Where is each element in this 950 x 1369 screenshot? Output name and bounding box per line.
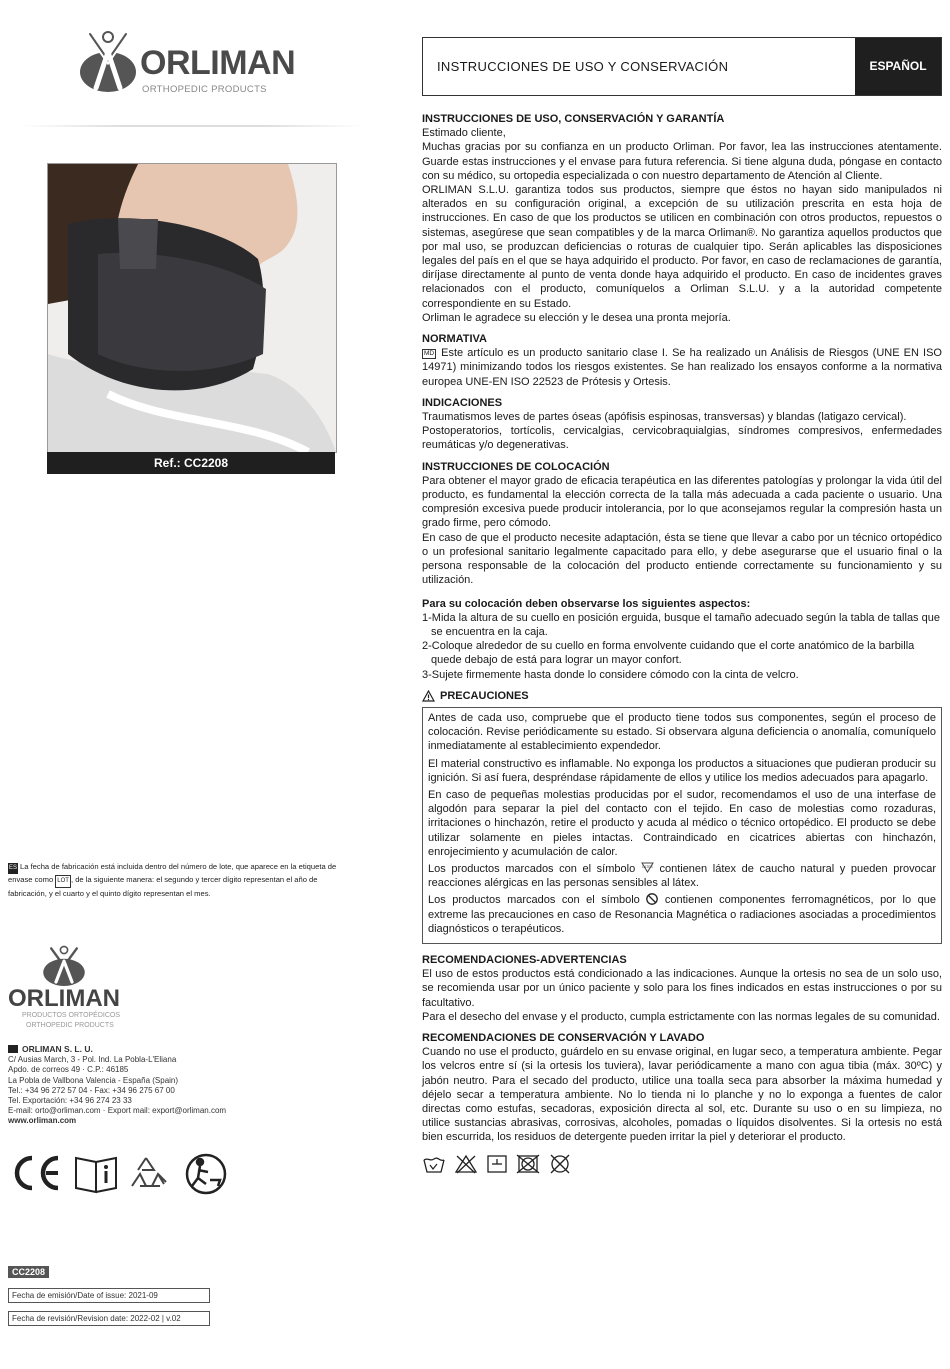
brand-logo-bottom bbox=[8, 945, 148, 1035]
section-recomendaciones bbox=[422, 953, 942, 1024]
paragraph: Cuando no use el producto, guárdelo en su envase original, en lugar seco, a temperatura ambiente. Pegar los velcros entre sí (si la ortesis los tuviera), lavar periódicamente a mano con agua tibia (máx. 30ºC) y jabón neutro. Para el secado del producto, utilice una toalla seca para absorber la máxima humedad y déjelo secar a temperatura ambiente. No lo tienda ni lo planche y no lo exponga a fuentes de calor directas como estufas, secadoras, exposición directa al sol, etc. Durante su uso o en su limpieza, no utilice sustancias abrasivas, corrosivas, alcoholes, pomadas o líquidos disolventes. Si la ortesis no está bien escurrida, los residuos de detergente pueden irritar la piel y deteriorar el producto. bbox=[422, 1046, 942, 1144]
ref-badge: CC2208 bbox=[8, 1266, 49, 1278]
fab-note-text-b: , de la siguiente manera: el segundo y tercer dígito representan el año de fabricación, y el cuarto y el quinto dígito representan el mes. bbox=[8, 875, 318, 898]
divider bbox=[20, 125, 365, 127]
document-body bbox=[422, 112, 942, 1181]
care-icons bbox=[422, 1154, 942, 1174]
section-lavado bbox=[422, 1031, 942, 1174]
paragraph: Los productos marcados con el símbolo LATEX contienen látex de caucho natural y pueden provocar reacciones alérgicas en las personas sensibles al látex. bbox=[428, 862, 937, 890]
paragraph: Para obtener el mayor grado de eficacia terapéutica en las diferentes patologías y prolongar la vida útil del producto, es fundamental la elección correcta de la talla más adecuada a cada paciente o usuario. Una compresión excesiva puede producir intolerancia, por lo que aconsejamos regular la compresión hasta un grado firme, pero cómodo. bbox=[422, 474, 942, 530]
section-heading: INSTRUCCIONES DE USO, CONSERVACIÓN Y GARANTÍA bbox=[422, 113, 725, 125]
address-line: La Pobla de Vallbona Valencia - España (Spain) bbox=[8, 1075, 179, 1085]
language-tab: ESPAÑOL bbox=[855, 38, 941, 95]
consult-instructions-icon bbox=[76, 1158, 116, 1192]
paragraph: Traumatismos leves de partes óseas (apófisis espinosas, transversas) y blandas (latigazo cervical). bbox=[422, 411, 907, 424]
regulatory-symbols bbox=[8, 1150, 238, 1198]
precautions-box bbox=[422, 707, 942, 944]
no-tumble-dry-icon bbox=[516, 1154, 540, 1174]
address-line: Tel. Exportación: +34 96 274 23 33 bbox=[8, 1096, 132, 1106]
product-ref-label: Ref.: CC2208 bbox=[47, 452, 335, 474]
no-dry-clean-icon bbox=[548, 1154, 572, 1174]
section-heading: NORMATIVA bbox=[422, 333, 487, 346]
brand-tagline-en: ORTHOPEDIC PRODUCTS bbox=[26, 1022, 114, 1029]
manufacturer-icon bbox=[8, 1045, 18, 1053]
section-heading: INDICACIONES bbox=[422, 396, 503, 409]
hand-wash-icon bbox=[422, 1154, 446, 1174]
warning-icon bbox=[422, 690, 435, 702]
brand-tagline-es: PRODUCTOS ORTOPÉDICOS bbox=[22, 1012, 121, 1019]
brand-tagline: ORTHOPEDIC PRODUCTS bbox=[142, 84, 267, 95]
address-line: E-mail: orto@orliman.com · Export mail: export@orliman.com bbox=[8, 1106, 227, 1116]
latex-icon bbox=[641, 862, 654, 873]
medical-device-icon: MD bbox=[424, 350, 435, 358]
recycle-icon bbox=[132, 1158, 166, 1186]
mri-unsafe-icon bbox=[646, 893, 658, 905]
document-title: INSTRUCCIONES DE USO Y CONSERVACIÓN bbox=[437, 59, 729, 74]
brand-logo bbox=[78, 30, 318, 100]
orliman-figure-icon bbox=[40, 945, 88, 987]
paragraph: Orliman le agradece su elección y le desea una pronta mejoría. bbox=[422, 311, 731, 324]
paragraph: El uso de estos productos está condicionado a las indicaciones. Aunque la ortesis no sea de un solo uso, se recomienda usar por un único paciente y solo para los fines indicados en estas instrucciones o por su facultativo. bbox=[422, 968, 942, 1009]
company-name: ORLIMAN S. L. U. bbox=[22, 1044, 93, 1054]
address-line: Apdo. de correos 49 · C.P.: 46185 bbox=[8, 1065, 129, 1075]
brand-name-bottom: ORLIMAN bbox=[8, 985, 120, 1012]
paragraph: Antes de cada uso, compruebe que el producto tiene todos sus componentes, según el proceso de colocación. Revise periódicamente su estado. Si observara alguna deficiencia o anomalía, comuníquelo inmediatamente al establecimiento expendedor. bbox=[428, 711, 936, 753]
address-line: Tel.: +34 96 272 57 04 - Fax: +34 96 275 67 00 bbox=[8, 1085, 175, 1095]
section-normativa bbox=[422, 332, 942, 389]
date-of-issue: Fecha de emisión/Date of issue: 2021-09 bbox=[8, 1288, 210, 1303]
ce-mark-icon bbox=[17, 1158, 58, 1188]
fab-note-text-a: La fecha de fabricación está incluida dentro del número de lote, que aparece en la etiqueta de envase como bbox=[8, 862, 337, 884]
lot-icon: LOT bbox=[55, 875, 71, 888]
paragraph: ORLIMAN S.L.U. garantiza todos sus productos, siempre que éstos no hayan sido manipulados ni alterados en su configuración original, a excepción de su utilización prescrita en esta hoja de instrucciones. En caso de que los productos se utilicen en combinación con otros productos, repuestos o sistemas, asegúrese que sean compatibles y de la marca Orliman®. No garantiza aquellos productos que por mal uso, se produzcan deficiencias o roturas de cualquier tipo. Serán aplicables las disposiciones legales del país en el que se haya adquirido el producto. Por favor, en caso de reclamaciones de garantía, diríjase directamente al punto de venta donde haya adquirido el producto. En caso de incidentes graves relacionados con el producto, comuníquelos a Orliman S.L.U. y a la autoridad competente correspondiente en su Estado. bbox=[422, 184, 942, 310]
section-heading: RECOMENDACIONES DE CONSERVACIÓN Y LAVADO bbox=[422, 1031, 705, 1044]
company-address bbox=[8, 1044, 308, 1127]
paragraph: El material constructivo es inflamable. No exponga los productos a situaciones que pudieran producir su ignición. Si así fuera, despréndase rápidamente de ellos y utilice los medios adecuados para apagarlo. bbox=[428, 757, 936, 784]
section-colocacion bbox=[422, 460, 942, 682]
list-item: 1-Mida la altura de su cuello en posición erguida, busque el tamaño adecuado según la tabla de tallas que se encuentra en la caja. bbox=[422, 611, 940, 638]
paragraph: Este artículo es un producto sanitario clase I. Se ha realizado un Análisis de Riesgos (UNE EN ISO 14971) minimizando todos los riesgos existentes. Se han realizado los ensayos conforme a la normativa europea UNE-EN ISO 22523 de Prótesis y Ortesis. bbox=[422, 347, 942, 388]
address-line: C/ Ausias March, 3 - Pol. Ind. La Pobla-L'Eliana bbox=[8, 1055, 177, 1065]
paragraph: En caso de pequeñas molestias producidas por el sudor, recomendamos el uso de una interfase de algodón para separar la piel del contacto con el tejido. En caso de molestias como rozaduras, irritaciones o hinchazón, retire el producto y acuda al médico o técnico ortopédico. El producto se debe utilizar solamente en pieles intactas. Contraindicado en cicatrices abiertas con hinchazón, enrojecimiento y acumulación de calor. bbox=[428, 788, 936, 858]
product-photo bbox=[47, 163, 337, 453]
brand-name: ORLIMAN bbox=[140, 44, 296, 82]
dry-flat-icon bbox=[486, 1154, 508, 1174]
paragraph: Los productos marcados con el símbolo contienen componentes ferromagnéticos, por lo que extreme las precauciones en caso de Resonancia Magnética o radiaciones asociadas a procedimientos diagnósticos o terapéuticos. bbox=[428, 894, 936, 935]
es-label: ES bbox=[8, 863, 18, 874]
document-header bbox=[422, 37, 942, 96]
list-item: 3-Sujete firmemente hasta donde lo considere cómodo con la cinta de velcro. bbox=[422, 668, 799, 681]
revision-date: Fecha de revisión/Revision date: 2022-02 | v.02 bbox=[8, 1311, 210, 1326]
single-patient-multiple-use-icon bbox=[187, 1155, 225, 1193]
list-item: 2-Coloque alrededor de su cuello en forma envolvente cuidando que el corte anatómico de la barbilla quede debajo de está para lograr un mayor confort. bbox=[422, 640, 915, 667]
section-heading: INSTRUCCIONES DE COLOCACIÓN bbox=[422, 460, 610, 473]
company-web: www.orliman.com bbox=[8, 1116, 77, 1126]
fabrication-note bbox=[8, 861, 353, 899]
section-indicaciones bbox=[422, 396, 942, 453]
section-intro bbox=[422, 112, 942, 325]
no-bleach-icon bbox=[454, 1154, 478, 1174]
precautions-heading: PRECAUCIONES bbox=[422, 689, 942, 703]
section-heading: RECOMENDACIONES-ADVERTENCIAS bbox=[422, 953, 627, 966]
paragraph: Muchas gracias por su confianza en un producto Orliman. Por favor, lea las instrucciones atentamente. Guarde estas instrucciones y el envase para futura referencia. Si tiene alguna duda, póngase en contacto con su médico, su ortopedia especializada o con nuestro departamento de Atención al Cliente. bbox=[422, 141, 942, 182]
greeting: Estimado cliente, bbox=[422, 127, 506, 140]
subheading: Para su colocación deben observarse los siguientes aspectos: bbox=[422, 597, 751, 610]
paragraph: En caso de que el producto necesite adaptación, ésta se tiene que llevar a cabo por un técnico ortopédico o un profesional sanitario legalmente capacitado para ello, y debe asegurarse que el usuario final o la persona responsable de la colocación del producto entiende correctamente su funcionamiento y su utilización. bbox=[422, 531, 942, 587]
svg-text:LATEX: LATEX bbox=[641, 864, 653, 869]
paragraph: Postoperatorios, tortícolis, cervicalgias, cervicobraquialgias, síndromes compresivos, enfermedades reumáticas y/o degenerativas. bbox=[422, 425, 942, 452]
paragraph: Para el desecho del envase y el producto, cumpla estrictamente con las normas legales de su comunidad. bbox=[422, 1010, 940, 1023]
orliman-figure-icon bbox=[78, 30, 138, 100]
